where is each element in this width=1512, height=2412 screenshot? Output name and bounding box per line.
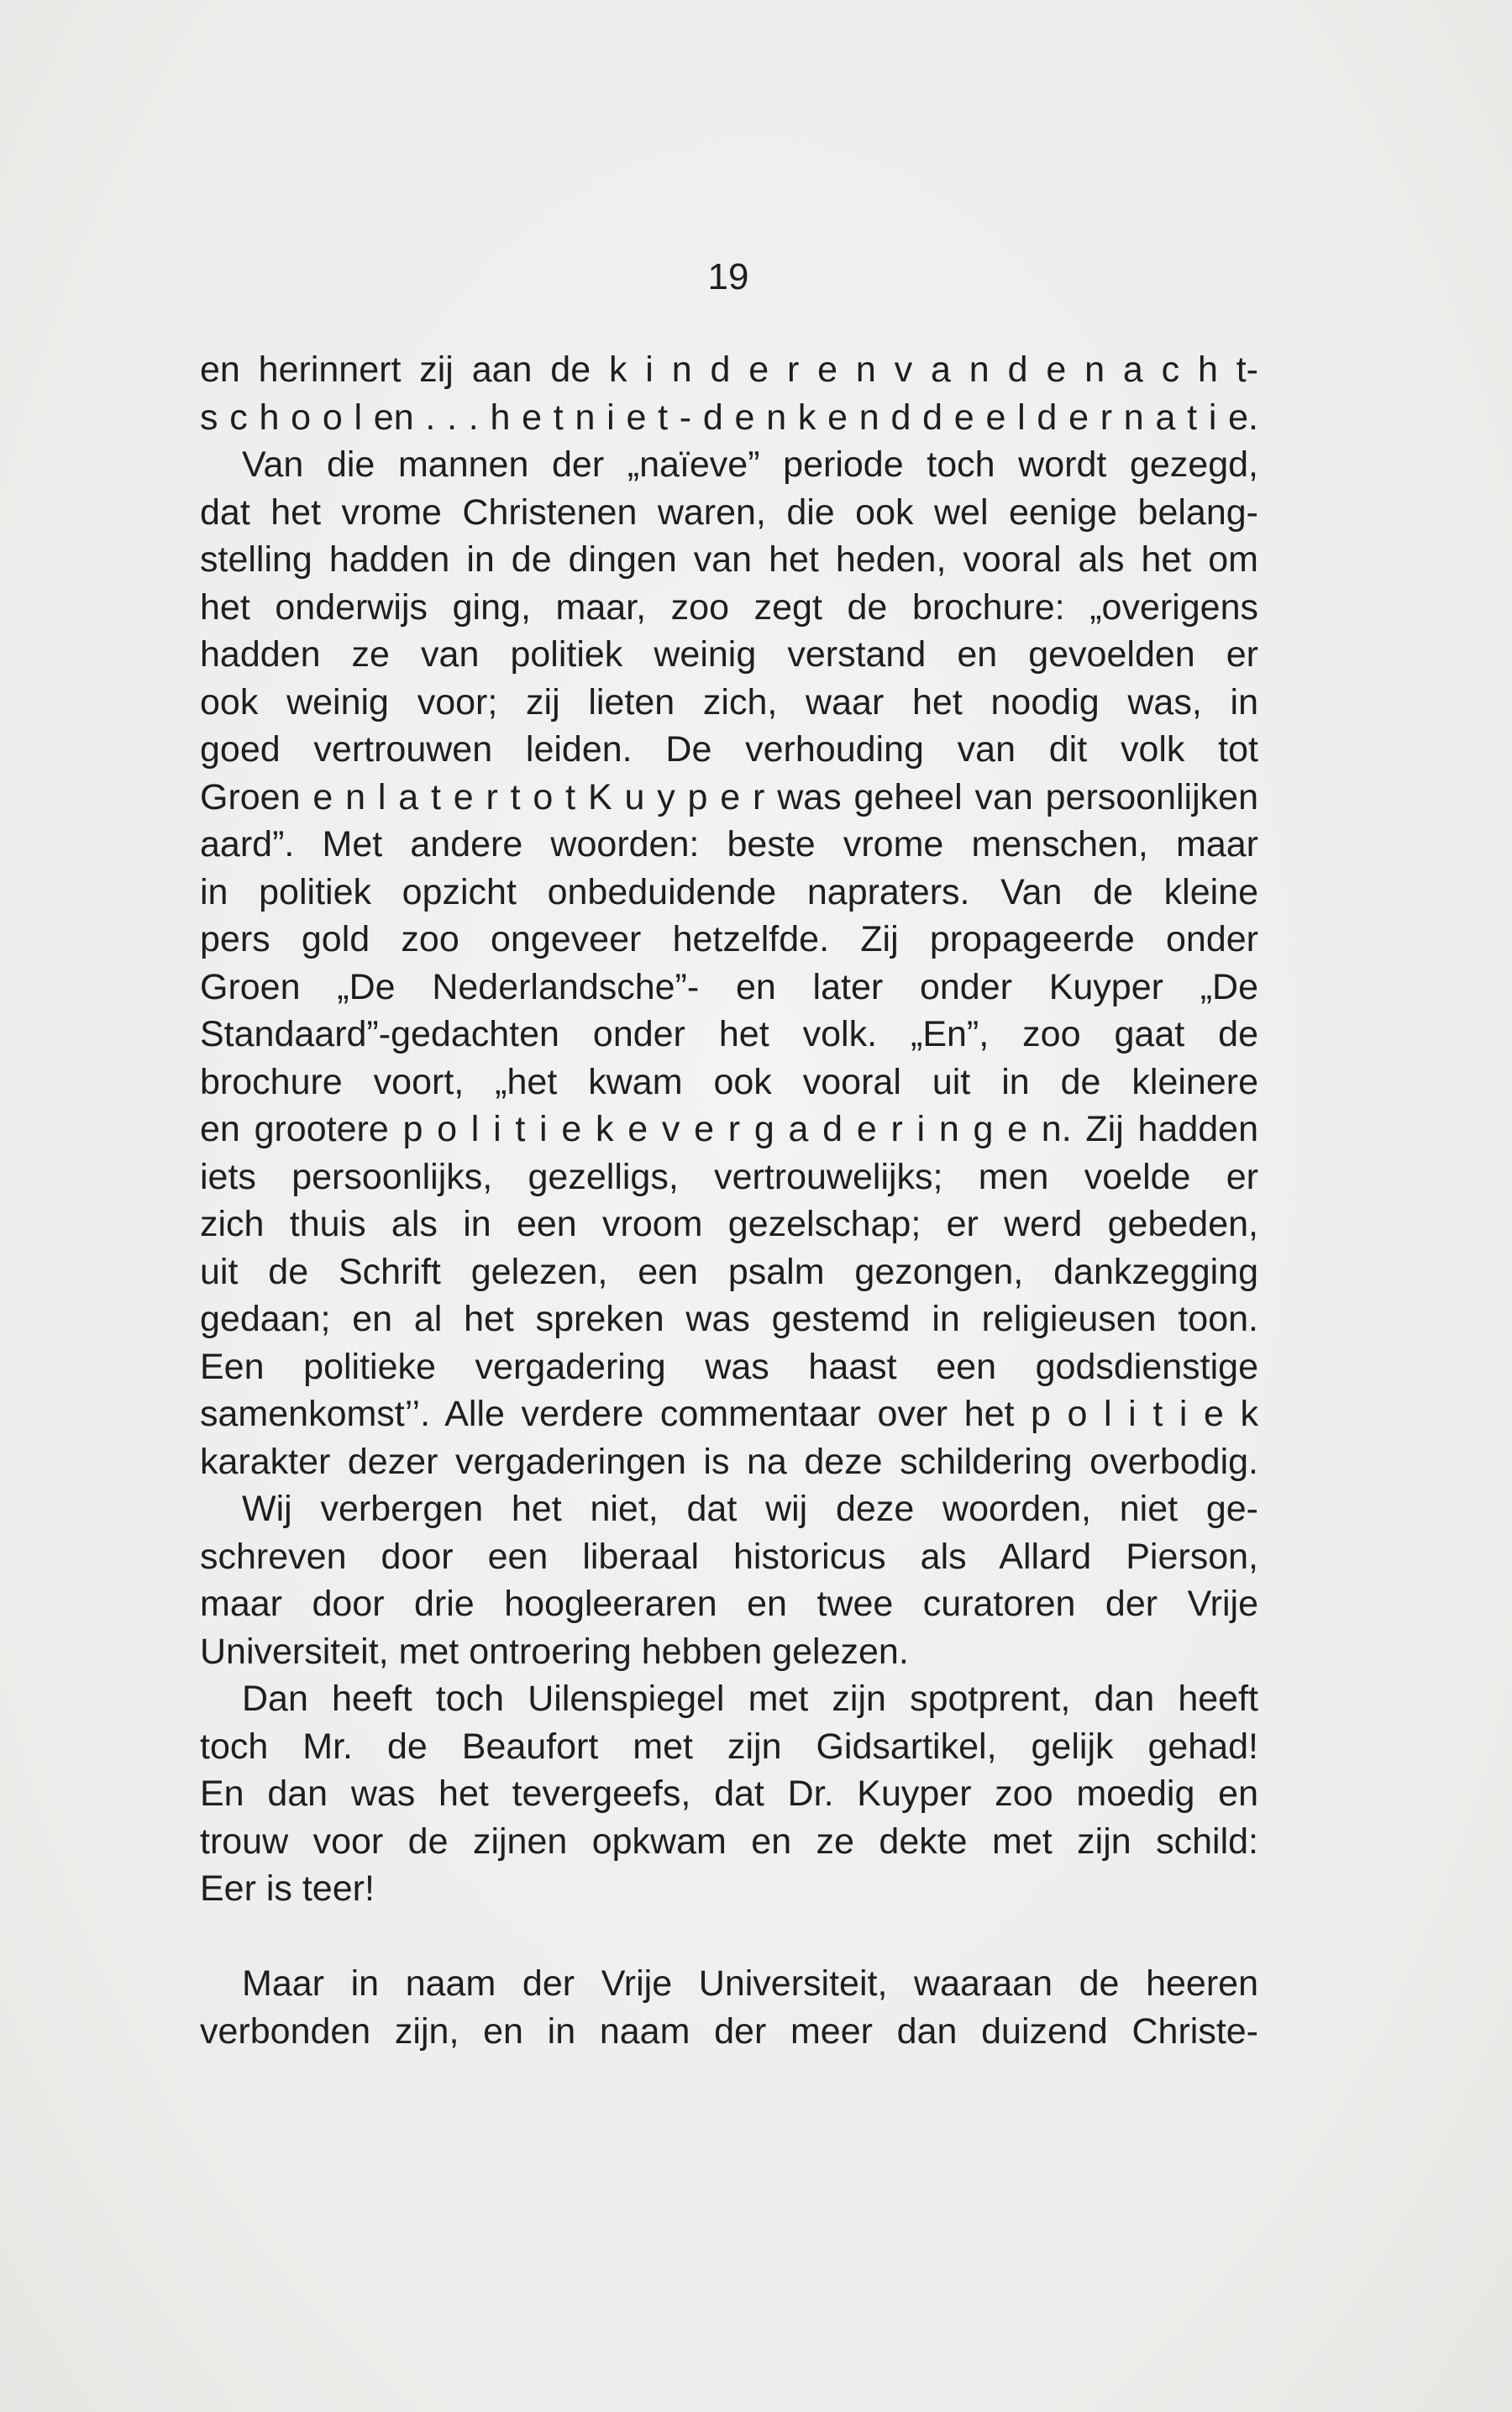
text-line: karakter dezer vergaderingen is na deze schildering overbodig. bbox=[200, 1441, 1258, 1482]
text-line: gedaan; en al het spreken was gestemd in religieusen toon. bbox=[200, 1299, 1258, 1339]
text-line: uit de Schrift gelezen, een psalm gezongen, dankzegging bbox=[200, 1251, 1258, 1292]
text-line: maar door drie hoogleeraren en twee curatoren der Vrije bbox=[200, 1584, 1258, 1624]
text-line: verbonden zijn, en in naam der meer dan duizend Christe- bbox=[200, 2010, 1258, 2052]
text-line: brochure voort, „het kwam ook vooral uit in de kleinere bbox=[200, 1061, 1258, 1102]
text-line: aard”. Met andere woorden: beste vrome menschen, maar bbox=[200, 824, 1258, 864]
text-line: het onderwijs ging, maar, zoo zegt de brochure: „overigens bbox=[200, 586, 1258, 628]
text-line: Wij verbergen het niet, dat wij deze woorden, niet ge- bbox=[242, 1489, 1258, 1529]
text-line: ook weinig voor; zij lieten zich, waar het noodig was, in bbox=[200, 681, 1258, 723]
text-line: Dan heeft toch Uilenspiegel met zijn spotprent, dan heeft bbox=[242, 1679, 1258, 1719]
text-line: stelling hadden in de dingen van het heden, vooral als het om bbox=[200, 539, 1258, 580]
text-line: trouw voor de zijnen opkwam en ze dekte met zijn schild: bbox=[200, 1821, 1258, 1862]
body-text bbox=[200, 346, 1258, 2055]
text-line: hadden ze van politiek weinig verstand en gevoelden er bbox=[200, 634, 1258, 675]
text-line: schreven door een liberaal historicus als Allard Pierson, bbox=[200, 1536, 1258, 1577]
text-line: iets persoonlijks, gezelligs, vertrouwelijks; men voelde er bbox=[200, 1156, 1258, 1197]
page-number: 19 bbox=[707, 256, 749, 297]
text-line: Groen e n l a t e r t o t K u y p e r was geheel van persoonlijken bbox=[200, 776, 1258, 817]
text-line: s c h o o l en . . . h e t n i e t - d e n k e n d d e e l d e r n a t i e. bbox=[200, 397, 1258, 438]
text-line: samenkomst’’. Alle verdere commentaar over het p o l i t i e k bbox=[200, 1394, 1258, 1434]
text-line: Groen „De Nederlandsche”- en later onder Kuyper „De bbox=[200, 966, 1258, 1007]
text-line: Van die mannen der „naïeve” periode toch wordt gezegd, bbox=[242, 444, 1258, 485]
text-line: goed vertrouwen leiden. De verhouding van dit volk tot bbox=[200, 729, 1258, 770]
text-line: Standaard”-gedachten onder het volk. „En”, zoo gaat de bbox=[200, 1014, 1258, 1054]
text-line: Een politieke vergadering was haast een godsdienstige bbox=[200, 1346, 1258, 1387]
text-line: pers gold zoo ongeveer hetzelfde. Zij propageerde onder bbox=[200, 919, 1258, 959]
text-line: toch Mr. de Beaufort met zijn Gidsartikel, gelijk gehad! bbox=[200, 1726, 1258, 1767]
text-line: en grootere p o l i t i e k e v e r g a d e r i n g e n. Zij hadden bbox=[200, 1109, 1258, 1149]
text-line: Universiteit, met ontroering hebben gelezen. bbox=[200, 1631, 909, 1672]
text-line: En dan was het tevergeefs, dat Dr. Kuyper zoo moedig en bbox=[200, 1774, 1258, 1814]
blank-line bbox=[200, 1913, 1258, 1961]
text-line: Eer is teer! bbox=[200, 1868, 375, 1909]
text-line: en herinnert zij aan de k i n d e r e n v a n d e n a c h t- bbox=[200, 349, 1258, 390]
text-line: dat het vrome Christenen waren, die ook wel eenige belang- bbox=[200, 491, 1258, 533]
text-line: in politiek opzicht onbeduidende napraters. Van de kleine bbox=[200, 871, 1258, 912]
text-line: Maar in naam der Vrije Universiteit, waaraan de heeren bbox=[242, 1963, 1258, 2004]
text-line: zich thuis als in een vroom gezelschap; er werd gebeden, bbox=[200, 1204, 1258, 1244]
